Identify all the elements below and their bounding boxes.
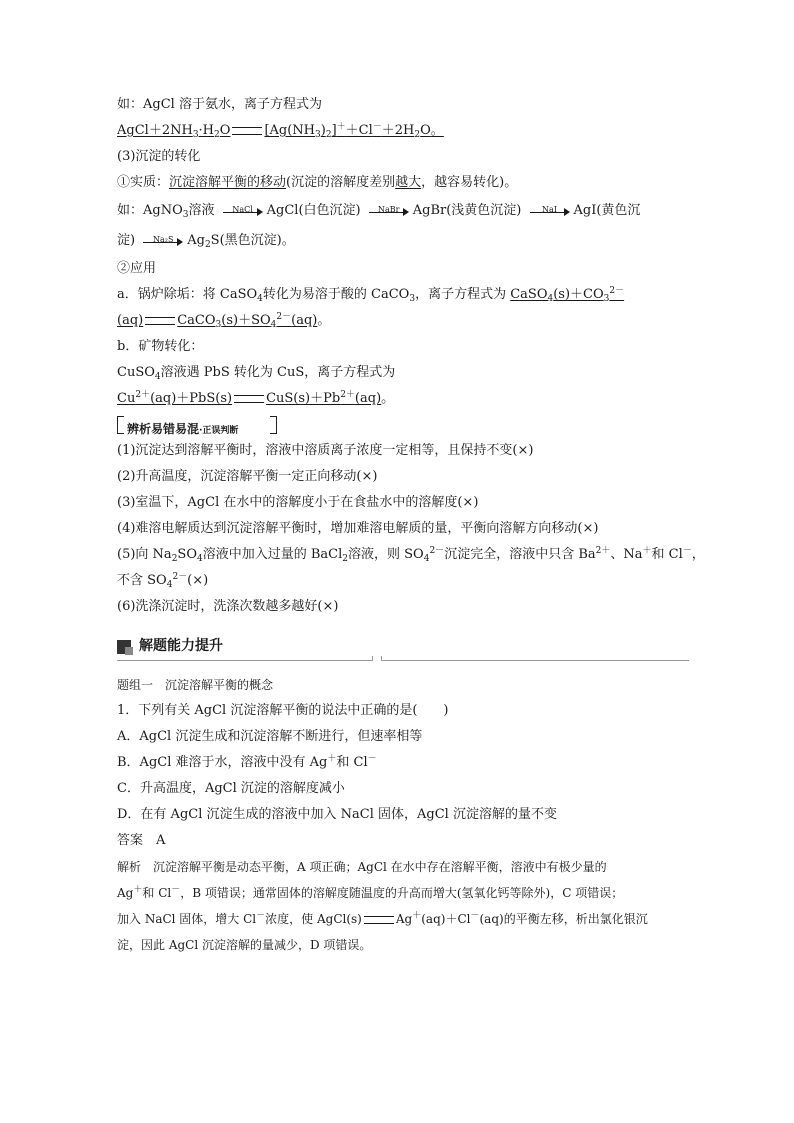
subscript: 3: [409, 294, 416, 304]
reaction-arrow: [530, 205, 570, 217]
subscript: 3: [192, 130, 199, 140]
punct: 。: [381, 391, 395, 406]
subscript: 4: [154, 372, 161, 382]
eq-part: (aq)＋PbS(s): [150, 391, 233, 406]
arrow-label: NaCl: [232, 204, 253, 214]
underlined-text: 越大: [395, 175, 422, 190]
conversion-line: [117, 196, 679, 226]
text: CuSO: [117, 365, 155, 380]
eq-part: [Ag(NH: [264, 123, 316, 138]
superscript: ＋: [642, 546, 652, 556]
text: b．矿物转化：: [117, 339, 204, 354]
eq-part: O: [219, 123, 231, 138]
text: AgI(黄色沉: [573, 203, 641, 218]
text: ①实质：: [117, 175, 170, 190]
text: (4)难溶电解质达到沉淀溶解平衡时，增加难溶电解质的量，平衡向溶解方向移动(×): [117, 521, 599, 536]
judgment-item: [117, 542, 705, 568]
subscript: 2: [325, 130, 332, 140]
equation-line: [117, 118, 679, 144]
eq-part: (aq): [291, 313, 318, 328]
reaction-arrow: [223, 205, 263, 217]
equilibrium-sign: [234, 395, 264, 403]
eq-part: Cu: [117, 391, 136, 406]
superscript: 2＋: [135, 390, 151, 400]
judgment-item: [117, 490, 679, 516]
callout-title: 辨析易错易混: [127, 421, 200, 436]
section-heading: [117, 632, 679, 662]
superscript: －: [682, 546, 692, 556]
equation: [117, 391, 381, 406]
eq-part: (s)＋SO: [221, 313, 271, 328]
subheading: ②应用: [117, 261, 157, 276]
eq-part: ＋2H: [381, 123, 415, 138]
option-a: [117, 724, 679, 750]
subscript: 4: [197, 554, 203, 564]
eq-part: (aq): [117, 313, 144, 328]
text: 溶液中加入过量的 BaCl: [202, 547, 343, 562]
punct: 。: [317, 313, 331, 328]
eq-part: O: [420, 123, 431, 138]
callout-heading: [117, 412, 679, 438]
subheading: (3)沉淀的转化: [117, 149, 201, 164]
text: 和 Cl: [142, 886, 172, 900]
reaction-arrow: [143, 235, 183, 247]
option-d: [117, 802, 679, 828]
eq-part: ·H: [198, 123, 215, 138]
text: B．AgCl 难溶于水，溶液中没有 Ag: [117, 755, 328, 770]
text: 解析 沉淀溶解平衡是动态平衡，A 项正确；AgCl 在水中存在溶解平衡，溶液中有极少量的: [117, 860, 607, 874]
arrow-label: NaBr: [378, 204, 400, 214]
subscript: 2: [414, 130, 421, 140]
text: Ag: [117, 886, 134, 900]
text: 1．下列有关 AgCl 沉淀溶解平衡的说法中正确的是( ): [117, 703, 449, 718]
text: ，离子方程式为: [415, 287, 507, 302]
superscript: 2－: [172, 572, 188, 582]
text: (×): [187, 573, 209, 588]
callout-box: [117, 416, 277, 434]
text-line: [117, 282, 679, 308]
analysis-line: [117, 906, 679, 932]
subscript: 2: [342, 554, 349, 564]
arrow-label: NaI: [542, 204, 557, 214]
analysis-line: [117, 854, 679, 880]
option-c: [117, 776, 679, 802]
subscript: 4: [270, 320, 277, 330]
eq-part: ): [320, 123, 326, 138]
eq-part: CuS(s)＋Pb: [266, 391, 341, 406]
superscript: ＋: [327, 754, 337, 764]
section-square-accent-icon: [125, 647, 133, 655]
superscript: 2－: [276, 312, 292, 322]
text: (6)洗涤沉淀时，洗涤次数越多越好(×): [117, 599, 339, 614]
text: A．AgCl 沉淀生成和沉淀溶解不断进行，但速率相等: [117, 729, 423, 744]
superscript: 2－: [609, 286, 625, 296]
text: 和 Cl: [651, 547, 683, 562]
text: (沉淀的溶解度差别: [286, 175, 396, 190]
question-stem: [117, 698, 679, 724]
answer-line: [117, 828, 679, 854]
subscript: 3: [215, 320, 222, 330]
analysis-line: [117, 880, 679, 906]
text: (aq)的平衡左移，析出氯化银沉: [479, 912, 648, 926]
text-line: [117, 386, 679, 412]
text: ，B 项错误；通常固体的溶解度随温度的升高而增大(氢氧化钙等除外)，C 项错误；: [180, 886, 624, 900]
text: 沉淀完全，溶液中只含 Ba: [444, 547, 596, 562]
text: (2)升高温度，沉淀溶解平衡一定正向移动(×): [117, 469, 378, 484]
superscript: －: [367, 754, 377, 764]
text: 浓度，使 AgCl(s): [265, 912, 362, 926]
equilibrium-sign: [364, 916, 394, 924]
judgment-item: [117, 516, 679, 542]
subscript: 4: [166, 580, 173, 590]
text: AgCl(白色沉淀): [266, 203, 361, 218]
text: 加入 NaCl 固体，增大 Cl: [117, 912, 257, 926]
text: ，: [691, 547, 705, 562]
reaction-arrow: [369, 205, 409, 217]
text: D．在有 AgCl 沉淀生成的溶液中加入 NaCl 固体，AgCl 沉淀溶解的量不变: [117, 807, 557, 822]
document-page: [117, 92, 705, 958]
superscript: －: [171, 885, 181, 895]
text: ，越容易转化)。: [421, 175, 518, 190]
text: SO: [177, 547, 197, 562]
superscript: －: [372, 122, 382, 132]
judgment-item: [117, 594, 679, 620]
text-line: [117, 256, 679, 282]
eq-part: ＋Cl: [345, 123, 373, 138]
text: 溶液: [188, 203, 215, 218]
text: 淀): [117, 233, 136, 248]
superscript: ＋: [133, 885, 143, 895]
superscript: 2＋: [595, 546, 611, 556]
text: S(黑色沉淀)。: [210, 233, 295, 248]
underlined-text: 沉淀溶解平衡的移动: [169, 175, 287, 190]
analysis-line: [117, 932, 679, 958]
equation: [117, 313, 317, 328]
text: Ag: [395, 912, 413, 926]
subscript: 2: [204, 240, 211, 250]
question-group-title: [117, 672, 679, 698]
superscript: 2＋: [340, 390, 355, 400]
divider-notch: [372, 656, 382, 661]
text: AgBr(浅黄色沉淀): [412, 203, 522, 218]
eq-part: (s)＋CO: [553, 287, 604, 302]
judgment-item: [117, 464, 679, 490]
judgment-item: [117, 568, 679, 594]
punct: 。: [430, 123, 444, 138]
eq-part: AgCl＋2NH: [117, 123, 193, 138]
subscript: 3: [182, 210, 189, 220]
text: 淀，因此 AgCl 沉淀溶解的量减少，D 项错误。: [117, 938, 372, 952]
text: Ag: [187, 233, 205, 248]
text: 溶液，则 SO: [348, 547, 424, 562]
subscript: 2: [171, 554, 178, 564]
subscript: 4: [423, 554, 430, 564]
text: 、Na: [610, 547, 643, 562]
arrow-label: Na₂S: [152, 234, 174, 244]
superscript: －: [470, 911, 480, 921]
text: (aq)＋Cl: [421, 912, 471, 926]
superscript: －: [256, 911, 266, 921]
option-b: [117, 750, 679, 776]
text: (3)室温下，AgCl 在水中的溶解度小于在食盐水中的溶解度(×): [117, 495, 479, 510]
section-title: 解题能力提升: [139, 638, 223, 654]
subscript: 3: [603, 294, 610, 304]
judgment-item: [117, 438, 679, 464]
answer-value: A: [156, 833, 166, 848]
text-line: [117, 144, 679, 170]
text: 题组一 沉淀溶解平衡的概念: [117, 678, 274, 692]
text-line: [117, 308, 679, 334]
equals-sign: [232, 127, 262, 135]
subscript: 4: [257, 294, 263, 304]
text: 如：AgCl 溶于氨水，离子方程式为: [117, 97, 322, 112]
conversion-line: [117, 226, 679, 256]
text: C．升高温度，AgCl 沉淀的溶解度减小: [117, 781, 345, 796]
text-line: [117, 334, 679, 360]
superscript: 2－: [429, 546, 445, 556]
section-divider: [117, 660, 689, 661]
subscript: 3: [315, 130, 321, 140]
text: (1)沉淀达到溶解平衡时，溶液中溶质离子浓度一定相等，且保持不变(×): [117, 443, 534, 458]
equation: [510, 287, 624, 302]
eq-part: ]: [331, 123, 337, 138]
subscript: 2: [214, 130, 220, 140]
text-line: [117, 360, 679, 386]
equilibrium-sign: [145, 317, 175, 325]
superscript: ＋: [336, 122, 346, 132]
text: a．锅炉除垢：将 CaSO: [117, 287, 258, 302]
answer-label: 答案: [117, 833, 144, 848]
eq-part: (aq): [354, 391, 382, 406]
text-line: [117, 92, 679, 118]
text: 和 Cl: [336, 755, 368, 770]
eq-part: CaSO: [510, 287, 548, 302]
text: 不含 SO: [117, 573, 167, 588]
subscript: 4: [547, 294, 554, 304]
superscript: ＋: [412, 911, 422, 921]
text: (5)向 Na: [117, 547, 172, 562]
callout-subtitle: ·正误判断: [199, 425, 239, 436]
text: 转化为易溶于酸的 CaCO: [262, 287, 410, 302]
text-line: [117, 170, 679, 196]
text: 如：AgNO: [117, 203, 183, 218]
eq-part: CaCO: [177, 313, 216, 328]
text: 溶液遇 PbS 转化为 CuS，离子方程式为: [160, 365, 396, 380]
